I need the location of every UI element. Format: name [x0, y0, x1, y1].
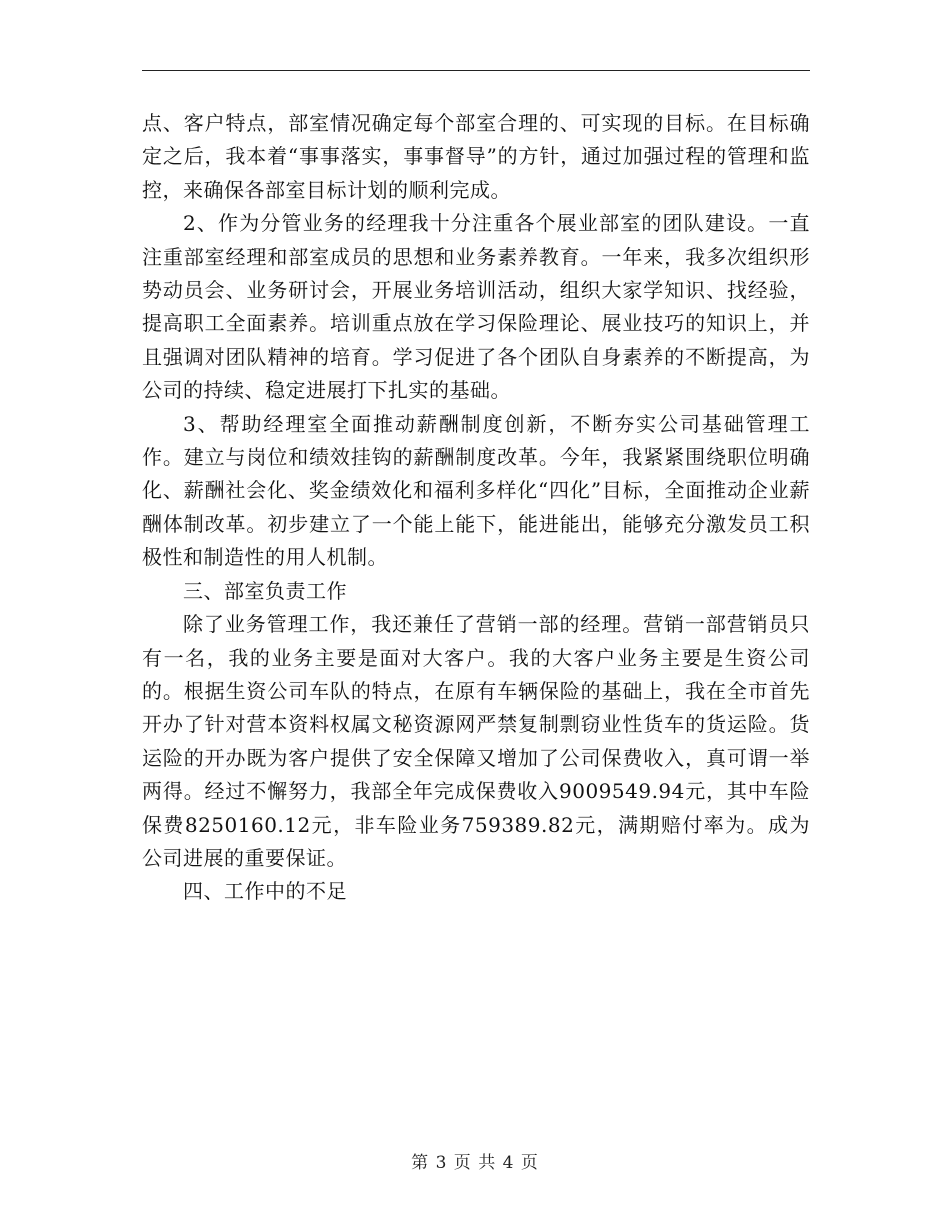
paragraph-department-work: 除了业务管理工作，我还兼任了营销一部的经理。营销一部营销员只有一名，我的业务主要是面对大客户。我的大客户业务主要是生资公司的。根据生资公司车队的特点，在原有车辆保险的基础上，我在全市首先开办了针对营本资料权属文秘资源网严禁复制剽窃业性货车的货运险。货运险的开办既为客户提供了安全保障又增加了公司保费收入，真可谓一举两得。经过不懈努力，我部全年完成保费收入9009549.94元，其中车险保费8250160.12元，非车险业务759389.82元，满期赔付率为。成为公司进展的重要保证。: [142, 612, 810, 870]
paragraph-salary-reform: 3、帮助经理室全面推动薪酬制度创新，不断夯实公司基础管理工作。建立与岗位和绩效挂钩的薪酬制度改革。今年，我紧紧围绕职位明确化、薪酬社会化、奖金绩效化和福利多样化“四化”目标，全面推动企业薪酬体制改革。初步建立了一个能上能下，能进能出，能够充分激发员工积极性和制造性的用人机制。: [142, 411, 810, 570]
paragraph-team-building: 2、作为分管业务的经理我十分注重各个展业部室的团队建设。一直注重部室经理和部室成员的思想和业务素养教育。一年来，我多次组织形势动员会、业务研讨会，开展业务培训活动，组织大家学知识、找经验，提高职工全面素养。培训重点放在学习保险理论、展业技巧的知识上，并且强调对团队精神的培育。学习促进了各个团队自身素养的不断提高，为公司的持续、稳定进展打下扎实的基础。: [142, 211, 810, 403]
paragraph-continuation: 点、客户特点，部室情况确定每个部室合理的、可实现的目标。在目标确定之后，我本着“事事落实，事事督导”的方针，通过加强过程的管理和监控，来确保各部室目标计划的顺利完成。: [142, 111, 810, 202]
section-heading-department-work: 三、部室负责工作: [183, 578, 347, 603]
document-body: [142, 107, 810, 909]
section-heading-shortcomings: 四、工作中的不足: [183, 879, 347, 904]
header-rule: [142, 70, 810, 71]
page-number-footer: 第 3 页 共 4 页: [411, 1153, 539, 1173]
